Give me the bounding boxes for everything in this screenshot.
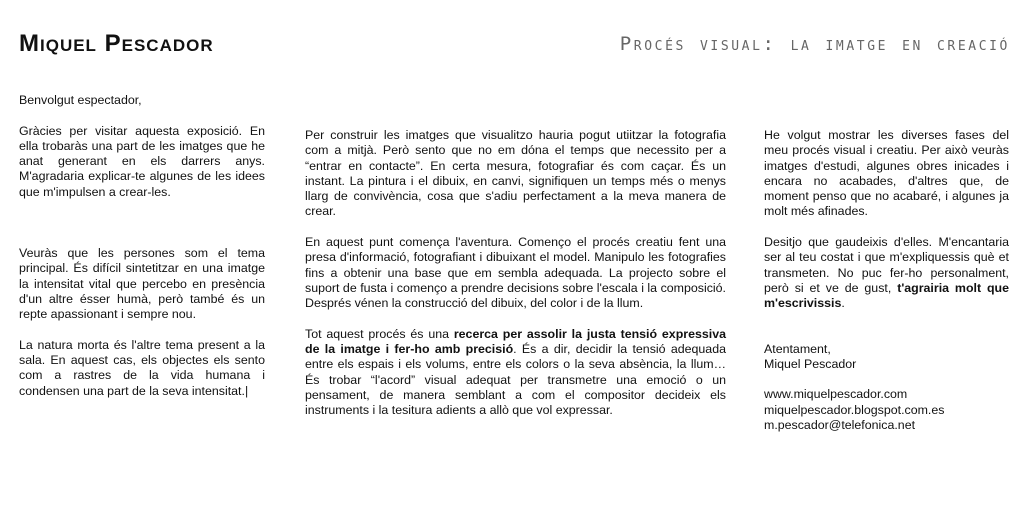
header: [0, 0, 1024, 70]
contact-links: [764, 387, 1009, 433]
paragraph-invitation: [764, 235, 1009, 311]
paragraph-still-life: La natura morta és l'altre tema present a la sala. En aquest cas, els objectes els sento com a rastres de la vida humana i condensen una part de la seva intensitat.|: [19, 337, 265, 398]
invitation-text-end: .: [841, 296, 845, 311]
tension-text-start: Tot aquest procés és una: [305, 326, 454, 341]
blog-link[interactable]: miquelpescador.blogspot.com.es: [764, 402, 945, 417]
website-link[interactable]: www.miquelpescador.com: [764, 387, 908, 402]
signature: Miquel Pescador: [764, 356, 857, 371]
invitation-text-bold: t'agrairia molt que m'escrivissis: [764, 280, 1010, 311]
paragraph-people: Veuràs que les persones som el tema principal. És difícil sintetitzar en una imatge la intensitat vital que percebo en presència d'un altre ésser humà, però també és un repte apassionant i sempre nou.: [19, 246, 265, 322]
author-name: Miquel Pescador: [19, 30, 214, 57]
paragraph-phases: He volgut mostrar les diverses fases del meu procés visual i creatiu. Per això veuràs imatges d'estudi, algunes obres inicades i encara no acabades, d'altres que, de moment penso que no acabaré, i algunes ja molt més afinades.: [764, 128, 1009, 219]
invitation-text-start: Desitjo que gaudeixis d'elles. M'encantaria ser al teu costat i que m'expliquessis què et transmeten. No puc fer-ho personalment, però si et ve de gust,: [764, 235, 1009, 295]
exhibition-title: Procés visual: la imatge en creació: [619, 33, 1010, 55]
tension-text-bold: recerca per assolir la justa tensió expressiva de la imatge i fer-ho amb precisió: [305, 326, 726, 357]
paragraph-intro: Gràcies per visitar aquesta exposició. En ella trobaràs una part de les imatges que he anat generant en els darrers anys. M'agradaria explicar-te algunes de les idees que m'impulsen a crear-les.: [19, 123, 265, 199]
column-middle: [305, 128, 726, 434]
column-right: [764, 128, 1009, 433]
paragraph-process: En aquest punt comença l'aventura. Començo el procés creatiu fent una presa d'informació, fotografiant i dibuixant el model. Manipulo les fotografies fins a obtenir una base que em sembla adequada. La projecto sobre el suport de fusta i començo a prendre decisions sobre l'escala i la composició. Després vénen la construcció del dibuix, del color i de la llum.: [305, 235, 726, 311]
paragraph-medium: Per construir les imatges que visualitzo hauria pogut utiitzar la fotografia com a mitjà. Però sento que no em dóna el temps que necessito per a “entrar en contacte”. En certa mesura, fotografiar és com caçar. És un instant. La pintura i el dibuix, en canvi, signifiquen un temps més o menys llarg de convivència, cosa que s'adiu perfectament a la meva manera de crear.: [305, 128, 726, 219]
greeting: Benvolgut espectador,: [19, 93, 142, 107]
paragraph-tension: [305, 327, 726, 419]
email-link[interactable]: m.pescador@telefonica.net: [764, 418, 916, 433]
signoff: [764, 342, 1009, 373]
tension-text-end: . És a dir, decidir la tensió adequada entre els espais i els volums, entre els colors o la seva absència, la llum… És trobar “l'acord” visual adequat per transmetre una emoció o un pensament, de manera semblant a com el compositor decideix els instruments i la tesitura adients a allò que vol expressar.: [305, 342, 726, 418]
column-left: [19, 93, 265, 414]
closing: Atentament,: [764, 341, 831, 356]
